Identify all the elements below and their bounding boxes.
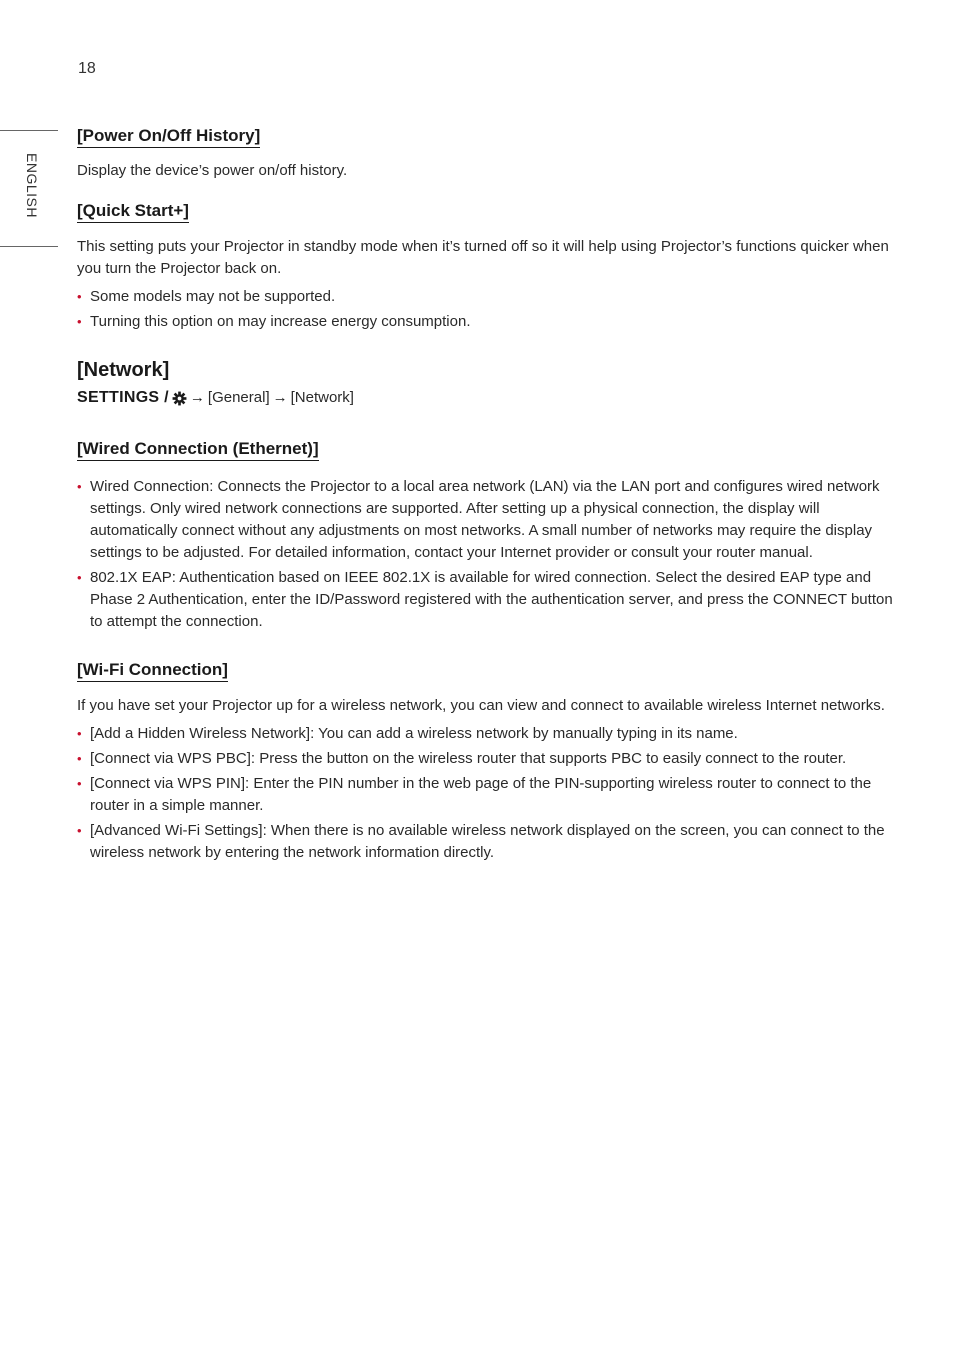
side-divider-bottom xyxy=(0,246,58,247)
list-item: • [Advanced Wi-Fi Settings]: When there is no available wireless network displayed on the screen, you can connect to the wireless network by entering the network information directly. xyxy=(77,822,885,861)
section-power-history xyxy=(77,126,907,182)
section-quick-start xyxy=(77,201,907,333)
power-history-text: Display the device’s power on/off history. xyxy=(77,162,348,179)
page-content xyxy=(77,126,907,864)
heading-network: [Network] xyxy=(77,359,170,381)
quick-start-text: This setting puts your Projector in standby mode when it’s turned off so it will help using Projector’s functions quicker when you turn the Projector back on. xyxy=(77,238,889,277)
path-settings: SETTINGS / xyxy=(77,389,169,406)
wired-bullets xyxy=(77,476,907,633)
bullet-marker: • xyxy=(77,823,82,838)
arrow-icon: → xyxy=(189,389,205,406)
page-number: 18 xyxy=(78,60,96,77)
list-item: • 802.1X EAP: Authentication based on IEEE 802.1X is available for wired connection. Select the desired EAP type and Phase 2 Authentication, enter the ID/Password registered with the authentication server, and press the CONNECT button to attempt the connection. xyxy=(77,569,893,630)
bullet-marker: • xyxy=(77,751,82,766)
menu-path xyxy=(77,387,907,409)
bullet-marker: • xyxy=(77,726,82,741)
heading-wired: [Wired Connection (Ethernet)] xyxy=(77,439,319,461)
list-item: • Some models may not be supported. xyxy=(77,286,907,308)
list-item: • [Add a Hidden Wireless Network]: You can add a wireless network by manually typing in its name. xyxy=(77,723,907,745)
bullet-marker: • xyxy=(77,479,82,494)
bullet-marker: • xyxy=(77,570,82,585)
heading-power-history: [Power On/Off History] xyxy=(77,126,260,148)
side-divider-top xyxy=(0,130,58,131)
section-wired xyxy=(77,439,907,633)
path-network: [Network] xyxy=(290,389,354,406)
heading-wifi: [Wi-Fi Connection] xyxy=(77,660,228,682)
list-item: • [Connect via WPS PBC]: Press the button on the wireless router that supports PBC to easily connect to the router. xyxy=(77,748,907,770)
section-wifi xyxy=(77,660,907,864)
gear-icon xyxy=(172,391,187,406)
list-item: • Wired Connection: Connects the Projector to a local area network (LAN) via the LAN port and configures wired network settings. Only wired network connections are supported. After setting up a physical connection, the display will automatically connect without any adjustments on most networks. A small number of networks may require the display settings to be adjusted. For detailed information, contact your Internet provider or consult your router manual. xyxy=(77,478,880,561)
heading-quick-start: [Quick Start+] xyxy=(77,201,189,223)
list-item: • [Connect via WPS PIN]: Enter the PIN number in the web page of the PIN-supporting wireless router to connect to the router in a simple manner. xyxy=(77,775,872,814)
bullet-marker: • xyxy=(77,314,82,329)
bullet-marker: • xyxy=(77,289,82,304)
section-network xyxy=(77,358,907,409)
quick-start-bullets xyxy=(77,286,907,333)
list-item: • Turning this option on may increase energy consumption. xyxy=(77,311,907,333)
wifi-bullets xyxy=(77,723,907,864)
path-general: [General] xyxy=(207,389,270,406)
language-tab: ENGLISH xyxy=(24,153,40,218)
bullet-marker: • xyxy=(77,776,82,791)
arrow-icon: → xyxy=(272,389,288,406)
wifi-text: If you have set your Projector up for a wireless network, you can view and connect to available wireless Internet networks. xyxy=(77,697,885,714)
